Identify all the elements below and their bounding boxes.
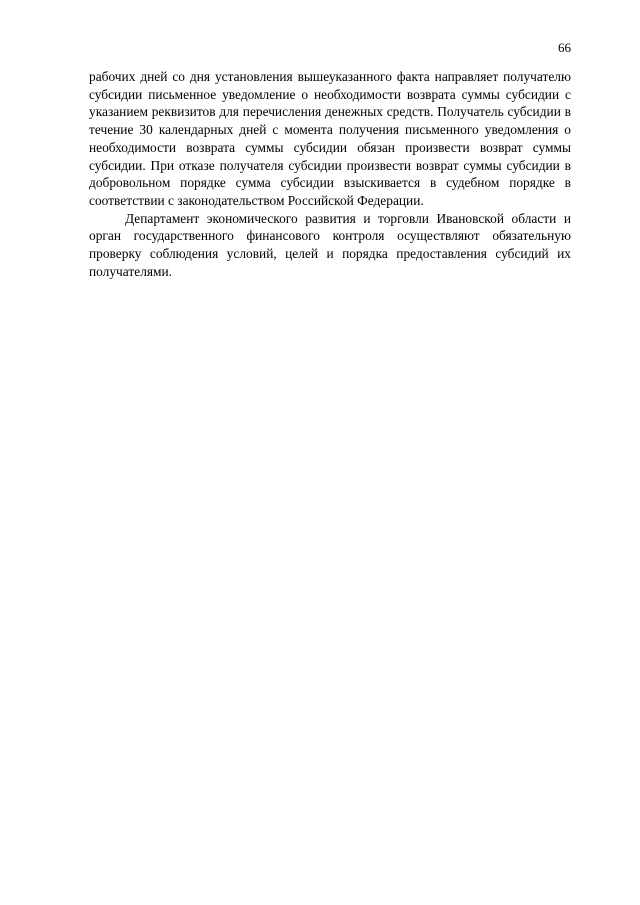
page-number: 66 (558, 40, 571, 55)
paragraph-department-control: Департамент экономического развития и торговли Ивановской области и орган государственного финансового контроля осуществляют обязательную проверку соблюдения условий, целей и порядка предоставления субсидий их получателями. (89, 210, 571, 279)
paragraph-subsidy-return: рабочих дней со дня установления вышеуказанного факта направляет получателю субсидии письменное уведомление о необходимости возврата суммы субсидии с указанием реквизитов для перечисления денежных средств. Получатель субсидии в течение 30 календарных дней с момента получения письменного уведомления о необходимости возврата суммы субсидии обязан произвести возврат суммы субсидии. При отказе получателя субсидии произвести возврат суммы субсидии в добровольном порядке сумма субсидии взыскивается в судебном порядке в соответствии с законодательством Российской Федерации. (89, 69, 571, 208)
body-text (89, 68, 571, 280)
